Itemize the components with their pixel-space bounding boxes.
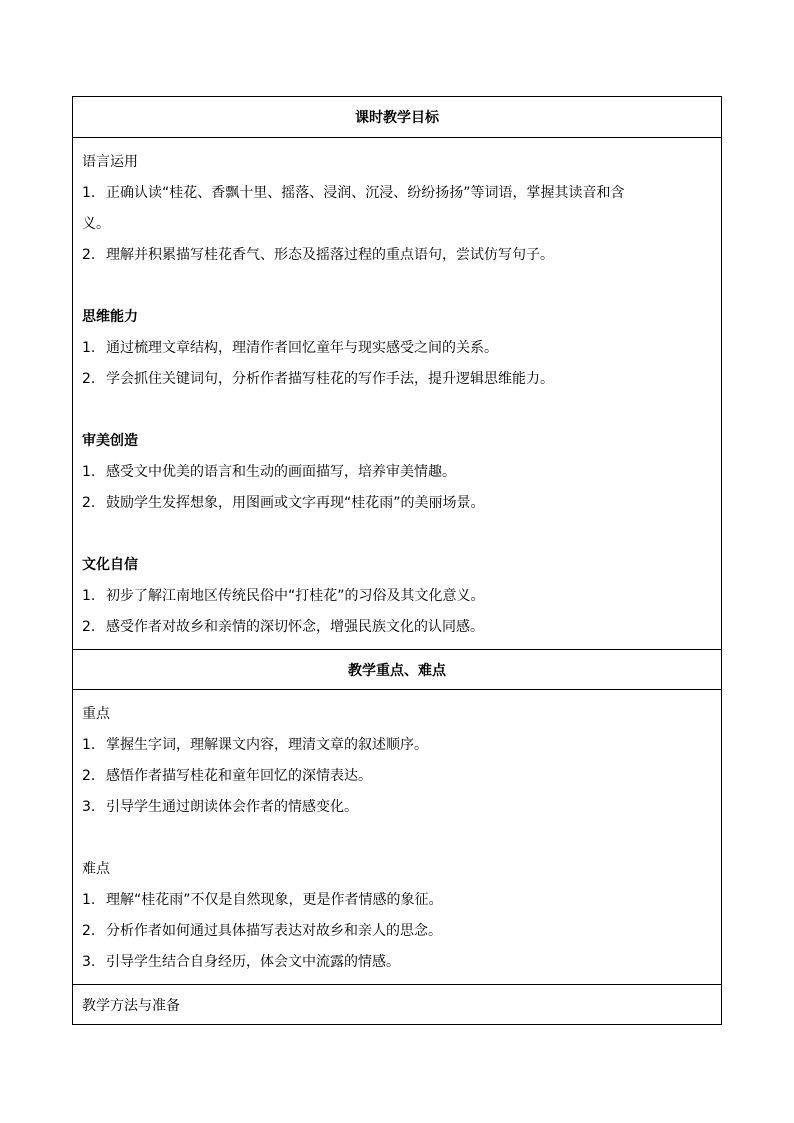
list-item-text: 理解并积累描写桂花香气、形态及摇落过程的重点语句，尝试仿写句子。 bbox=[106, 247, 554, 263]
list-item-number: 1. bbox=[82, 464, 96, 480]
objectives-header-row bbox=[73, 97, 721, 137]
list-item-text: 感受文中优美的语言和生动的画面描写，培养审美情趣。 bbox=[106, 464, 456, 480]
list-item-text: 初步了解江南地区传统民俗中“打桂花”的习俗及其文化意义。 bbox=[106, 588, 485, 604]
list-item-line bbox=[82, 581, 713, 612]
section-spacer bbox=[82, 395, 713, 426]
list-item-text: 正确认读“桂花、香飘十里、摇落、浸润、沉浸、纷纷扬扬”等词语，掌握其读音和含 bbox=[106, 185, 625, 201]
list-item-line bbox=[82, 457, 713, 488]
list-item-line bbox=[82, 885, 713, 916]
methods-row bbox=[73, 984, 721, 1024]
list-item-text: 感悟作者描写桂花和童年回忆的深情表达。 bbox=[106, 768, 372, 784]
methods-title: 教学方法与准备 bbox=[82, 997, 180, 1014]
objectives-title: 课时教学目标 bbox=[355, 110, 439, 126]
list-item-line bbox=[82, 730, 713, 761]
list-item-line bbox=[82, 240, 713, 271]
section-spacer bbox=[82, 271, 713, 302]
section-spacer bbox=[82, 519, 713, 550]
keypoints-title: 教学重点、难点 bbox=[348, 662, 446, 679]
section-heading: 重点 bbox=[82, 706, 110, 722]
list-item-number: 1. bbox=[82, 185, 96, 201]
list-item-line bbox=[82, 612, 713, 643]
list-item-line bbox=[82, 488, 713, 519]
list-item-number: 1. bbox=[82, 588, 96, 604]
keypoints-header-row bbox=[73, 649, 721, 689]
list-item-line bbox=[82, 209, 713, 240]
keypoints-content-cell bbox=[73, 689, 721, 984]
section-heading: 思维能力 bbox=[82, 309, 138, 325]
list-item-number: 2. bbox=[82, 768, 96, 784]
list-item-number: 3. bbox=[82, 799, 96, 815]
list-item-text: 通过梳理文章结构，理清作者回忆童年与现实感受之间的关系。 bbox=[106, 340, 498, 356]
section-heading: 难点 bbox=[82, 861, 110, 877]
section-heading: 语言运用 bbox=[82, 154, 138, 170]
list-item-number: 2. bbox=[82, 247, 96, 263]
objectives-content-cell bbox=[73, 137, 721, 649]
list-item-line bbox=[82, 761, 713, 792]
list-item-text: 掌握生字词，理解课文内容，理清文章的叙述顺序。 bbox=[106, 737, 428, 753]
lesson-plan-table bbox=[72, 96, 722, 1025]
list-item-number: 2. bbox=[82, 923, 96, 939]
list-item-number: 2. bbox=[82, 495, 96, 511]
list-item-number: 2. bbox=[82, 371, 96, 387]
list-item-number: 1. bbox=[82, 892, 96, 908]
list-item-number: 1. bbox=[82, 737, 96, 753]
list-item-text: 引导学生通过朗读体会作者的情感变化。 bbox=[106, 799, 358, 815]
section-heading: 审美创造 bbox=[82, 433, 138, 449]
list-item-text: 分析作者如何通过具体描写表达对故乡和亲人的思念。 bbox=[106, 923, 442, 939]
list-item-line bbox=[82, 364, 713, 395]
list-item-text: 学会抓住关键词句，分析作者描写桂花的写作手法，提升逻辑思维能力。 bbox=[106, 371, 554, 387]
list-item-text: 鼓励学生发挥想象，用图画或文字再现“桂花雨”的美丽场景。 bbox=[106, 495, 485, 511]
list-item-line bbox=[82, 916, 713, 947]
list-item-number: 2. bbox=[82, 619, 96, 635]
list-item-number: 3. bbox=[82, 954, 96, 970]
list-item-line bbox=[82, 792, 713, 823]
list-item-line bbox=[82, 178, 713, 209]
list-item-text: 义。 bbox=[82, 216, 110, 232]
list-item-line bbox=[82, 333, 713, 364]
section-heading: 文化自信 bbox=[82, 557, 138, 573]
list-item-text: 理解“桂花雨”不仅是自然现象，更是作者情感的象征。 bbox=[106, 892, 443, 908]
list-item-number: 1. bbox=[82, 340, 96, 356]
section-spacer bbox=[82, 823, 713, 854]
list-item-text: 感受作者对故乡和亲情的深切怀念，增强民族文化的认同感。 bbox=[106, 619, 484, 635]
list-item-line bbox=[82, 947, 713, 978]
list-item-text: 引导学生结合自身经历，体会文中流露的情感。 bbox=[106, 954, 400, 970]
